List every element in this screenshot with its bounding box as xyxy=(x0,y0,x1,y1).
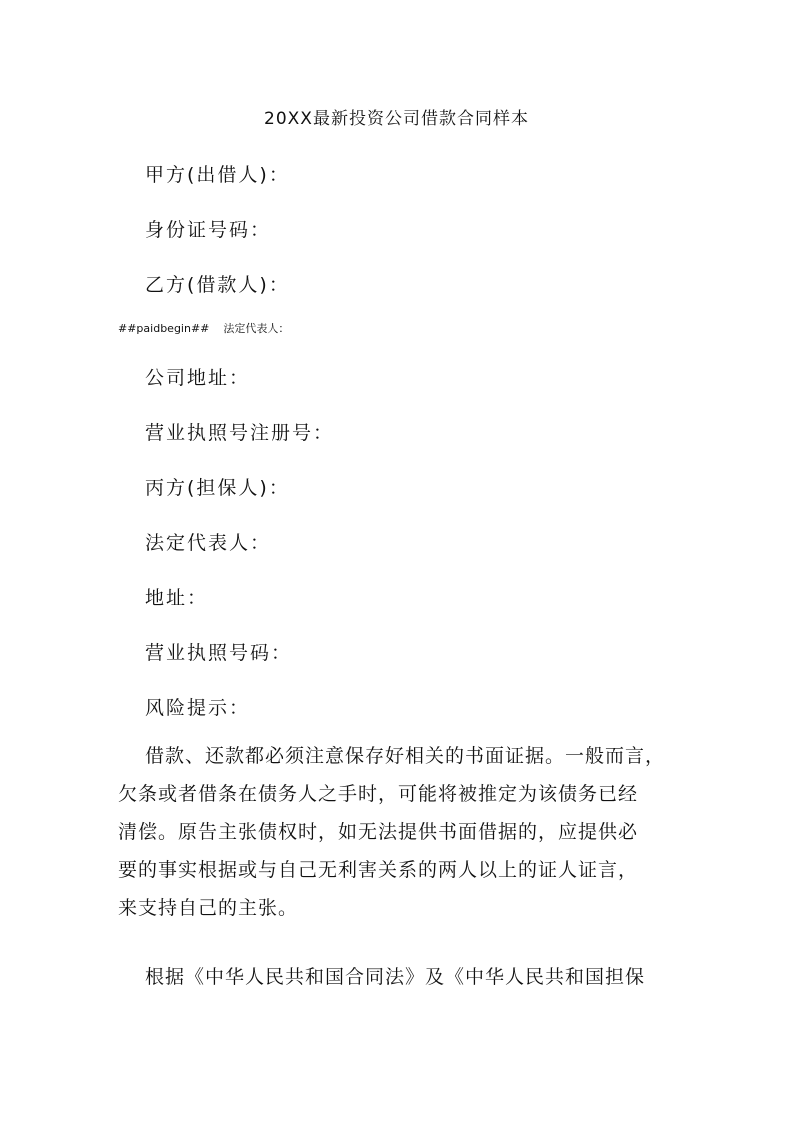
risk-paragraph xyxy=(118,737,678,927)
field-address: 地址： xyxy=(145,587,209,609)
field-legal-representative: 法定代表人： xyxy=(145,532,272,554)
field-risk-notice: 风险提示： xyxy=(145,697,251,719)
paragraph-line: 欠条或者借条在债务人之手时，可能将被推定为该债务已经 xyxy=(118,783,639,805)
paragraph-line: 来支持自己的主张。 xyxy=(118,897,299,919)
field-company-address: 公司地址： xyxy=(145,367,251,389)
field-guarantor: 丙方(担保人)： xyxy=(145,477,290,499)
paragraph-line: 借款、还款都必须注意保存好相关的书面证据。一般而言， xyxy=(145,745,666,767)
paragraph-line: 清偿。原告主张债权时，如无法提供书面借据的，应提供必 xyxy=(118,821,639,843)
paragraph-line: 根据《中华人民共和国合同法》及《中华人民共和国担保 xyxy=(145,966,646,988)
field-business-license-number: 营业执照号码： xyxy=(145,642,293,664)
field-lender: 甲方(出借人)： xyxy=(145,164,290,186)
field-business-license-reg: 营业执照号注册号： xyxy=(145,422,335,444)
paid-marker-line xyxy=(118,320,289,336)
paid-begin-tag: ##paidbegin## xyxy=(118,322,210,335)
legal-basis-paragraph xyxy=(118,958,678,996)
document-title: 20XX最新投资公司借款合同样本 xyxy=(264,109,529,129)
paragraph-line: 要的事实根据或与自己无利害关系的两人以上的证人证言， xyxy=(118,859,639,881)
field-id-number: 身份证号码： xyxy=(145,219,272,241)
marker-legal-rep: 法定代表人： xyxy=(223,322,290,335)
field-borrower: 乙方(借款人)： xyxy=(145,274,290,296)
